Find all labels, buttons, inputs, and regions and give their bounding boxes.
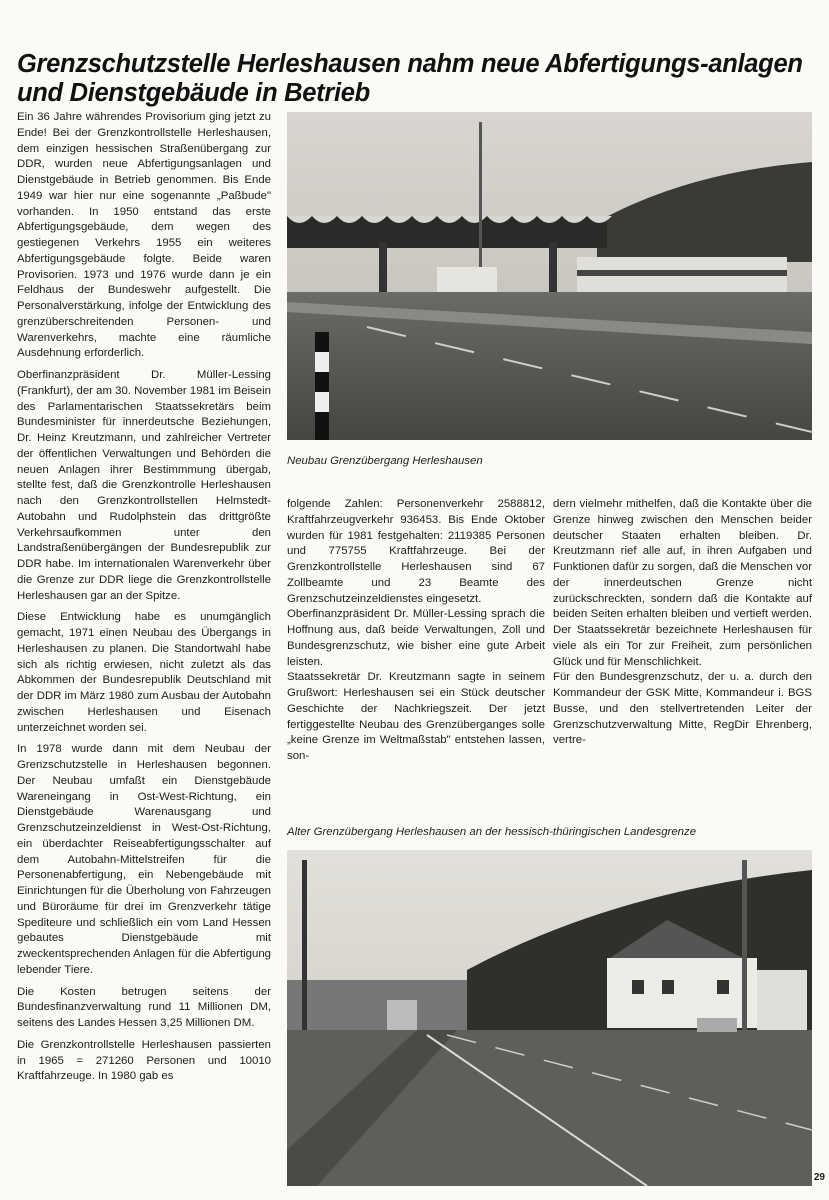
paragraph: folgende Zahlen: Personenverkehr 2588812, Kraftfahrzeugverkehr 936453. Bis Ende Oktober wurden für 1981 festgehalten: 2119385 Personen und 775755 Kraftfahrzeuge. Bei der Grenzkontrollstelle Herleshausen sind 67 Zollbeamte und 23 Beamte des Grenzschutzeinzeldienstes eingesetzt. — [287, 498, 545, 605]
paragraph: Die Grenzkontrollstelle Herleshausen passierten in 1965 = 271260 Personen und 10010 Kraftfahrzeuge. In 1980 gab es — [17, 1038, 271, 1083]
paragraph: Diese Entwicklung habe es unumgänglich gemacht, 1971 einen Neubau des Übergangs in Herleshausen zu planen. Die Standortwahl habe sich als richtig erwiesen, nicht zuletzt als das Abkommen der Bundesrepublik Deutschland mit der DDR im März 1980 zum Ausbau der Autobahn zwischen Herleshausen und Eisenach unterzeichnet worden sei. — [17, 611, 271, 734]
paragraph: Ein 36 Jahre währendes Provisorium ging jetzt zu Ende! Bei der Grenzkontrollstelle Herleshausen, dem einzigen hessischen Straßenübergang zur DDR, wurden neue Abfertigungsanlagen und Dienstgebäude in Betrieb genommen. Bis Ende 1949 war hier nur eine sogenannte „Paßbude" vorhanden. In 1950 entstand das erste Abfertigungsgebäude, dem wegen des gestiegenen Verkehrs 1955 ein weiteres Abfertigungsgebäude folgte. Beide waren Provisorien. 1973 und 1976 wurde dann je ein Feldhaus der Bundeswehr aufgestellt. Die Personalverstärkung, infolge der Entwicklung des grenzüberschreitenden Personen- und Warenverkehrs, machte eine räumliche Ausdehnung erforderlich. — [17, 111, 271, 360]
photo-caption: Alter Grenzübergang Herleshausen an der hessisch-thüringischen Landesgrenze — [287, 826, 697, 838]
right-column — [553, 497, 812, 749]
paragraph: dern vielmehr mithelfen, daß die Kontakte über die Grenze hinweg zwischen den Menschen beider deutscher Staaten erhalten bleiben. Dr. Kreutzmann rief alle auf, in ihren Aufgaben und Funktionen dafür zu sorgen, daß die Menschen vor der innerdeutschen Grenze nicht zurückschreckten, sondern daß die Kontakte auf beiden Seiten erhalten bleiben und vertieft werden. Der Staatssekretär bezeichnete Herleshausen für viele als ein Tor zur Freiheit, zum persönlichen Glück und für Menschlichkeit. — [553, 498, 812, 668]
article-title: Grenzschutzstelle Herleshausen nahm neue Abfertigungs-anlagen und Dienstgebäude in Betrieb — [17, 50, 803, 107]
paragraph: In 1978 wurde dann mit dem Neubau der Grenzschutzstelle in Herleshausen begonnen. Der Neubau umfaßt ein Dienstgebäude Wareneingang in Ost-West-Richtung, ein Dienstgebäude Warenausgang und Grenzschutzeinzeldienst in West-Ost-Richtung, ein überdachter Reiseabfertigungsschalter auf dem Autobahn-Mittelstreifen für die Personenabfertigung, ein Nebengebäude mit Einrichtungen für die Überholung von Fahrzeugen und Büroräume für drei im Grenzverkehr tätige Spediteure und schließlich ein vom Land Hessen gebautes Dienstgebäude mit zweckentsprechenden Anlagen für die Abfertigung lebender Tiere. — [17, 743, 271, 976]
paragraph: Oberfinanzpräsident Dr. Müller-Lessing (Frankfurt), der am 30. November 1981 im Beisein des Parlamentarischen Staatssekretärs beim Bundesminister für innerdeutsche Beziehungen, Dr. Heinz Kreutzmann, und zahlreicher Vertreter der öffentlichen Verwaltungen und Behörden die neuen Anlagen ihrer Bestimmmung übergab, stellte fest, daß die Grenzkontrolle Herleshausen nach den Grenzkontrollstellen Helmstedt-Autobahn und Rudolphstein das drittgrößte Verkehrsaufkommen unter den Landstraßenübergängen der Bundesrepublik zur DDR habe. Im internationalen Warenverkehr über die Grenze zur DDR liege die Grenzkontrollstelle Herleshausen gar an der Spitze. — [17, 369, 271, 602]
paragraph: Die Kosten betrugen seitens der Bundesfinanzverwaltung rund 11 Millionen DM, seitens des Landes Hessen 3,25 Millionen DM. — [17, 985, 271, 1029]
photo-new-border-crossing — [287, 112, 812, 440]
paragraph: Oberfinanzpräsident Dr. Müller-Lessing sprach die Hoffnung aus, daß beide Verwaltungen, Zoll und Bundesgrenzschutz, wie bisher eine gute Arbeit leisten. — [287, 608, 545, 668]
page-number: 29 — [813, 1172, 825, 1183]
middle-column — [287, 497, 545, 765]
photo-caption: Neubau Grenzübergang Herleshausen — [287, 455, 483, 467]
paragraph: Für den Bundesgrenzschutz, der u. a. durch den Kommandeur der GSK Mitte, Kommandeur i. BGS Busse, und den stellvertretenden Leiter der Grenzschutzverwaltung Mitte, RegDir Ehrenberg, vertre- — [553, 671, 812, 747]
left-column — [17, 110, 271, 1091]
paragraph: Staatssekretär Dr. Kreutzmann sagte in seinem Grußwort: Herleshausen sei ein Stück deutscher Geschichte der Nachkriegszeit. Der jetzt fertiggestellte Neubau des Grenzüberganges solle „keine Grenze im Weltmaßstab" entstehen lassen, son- — [287, 671, 545, 762]
photo-old-border-crossing — [287, 850, 812, 1186]
